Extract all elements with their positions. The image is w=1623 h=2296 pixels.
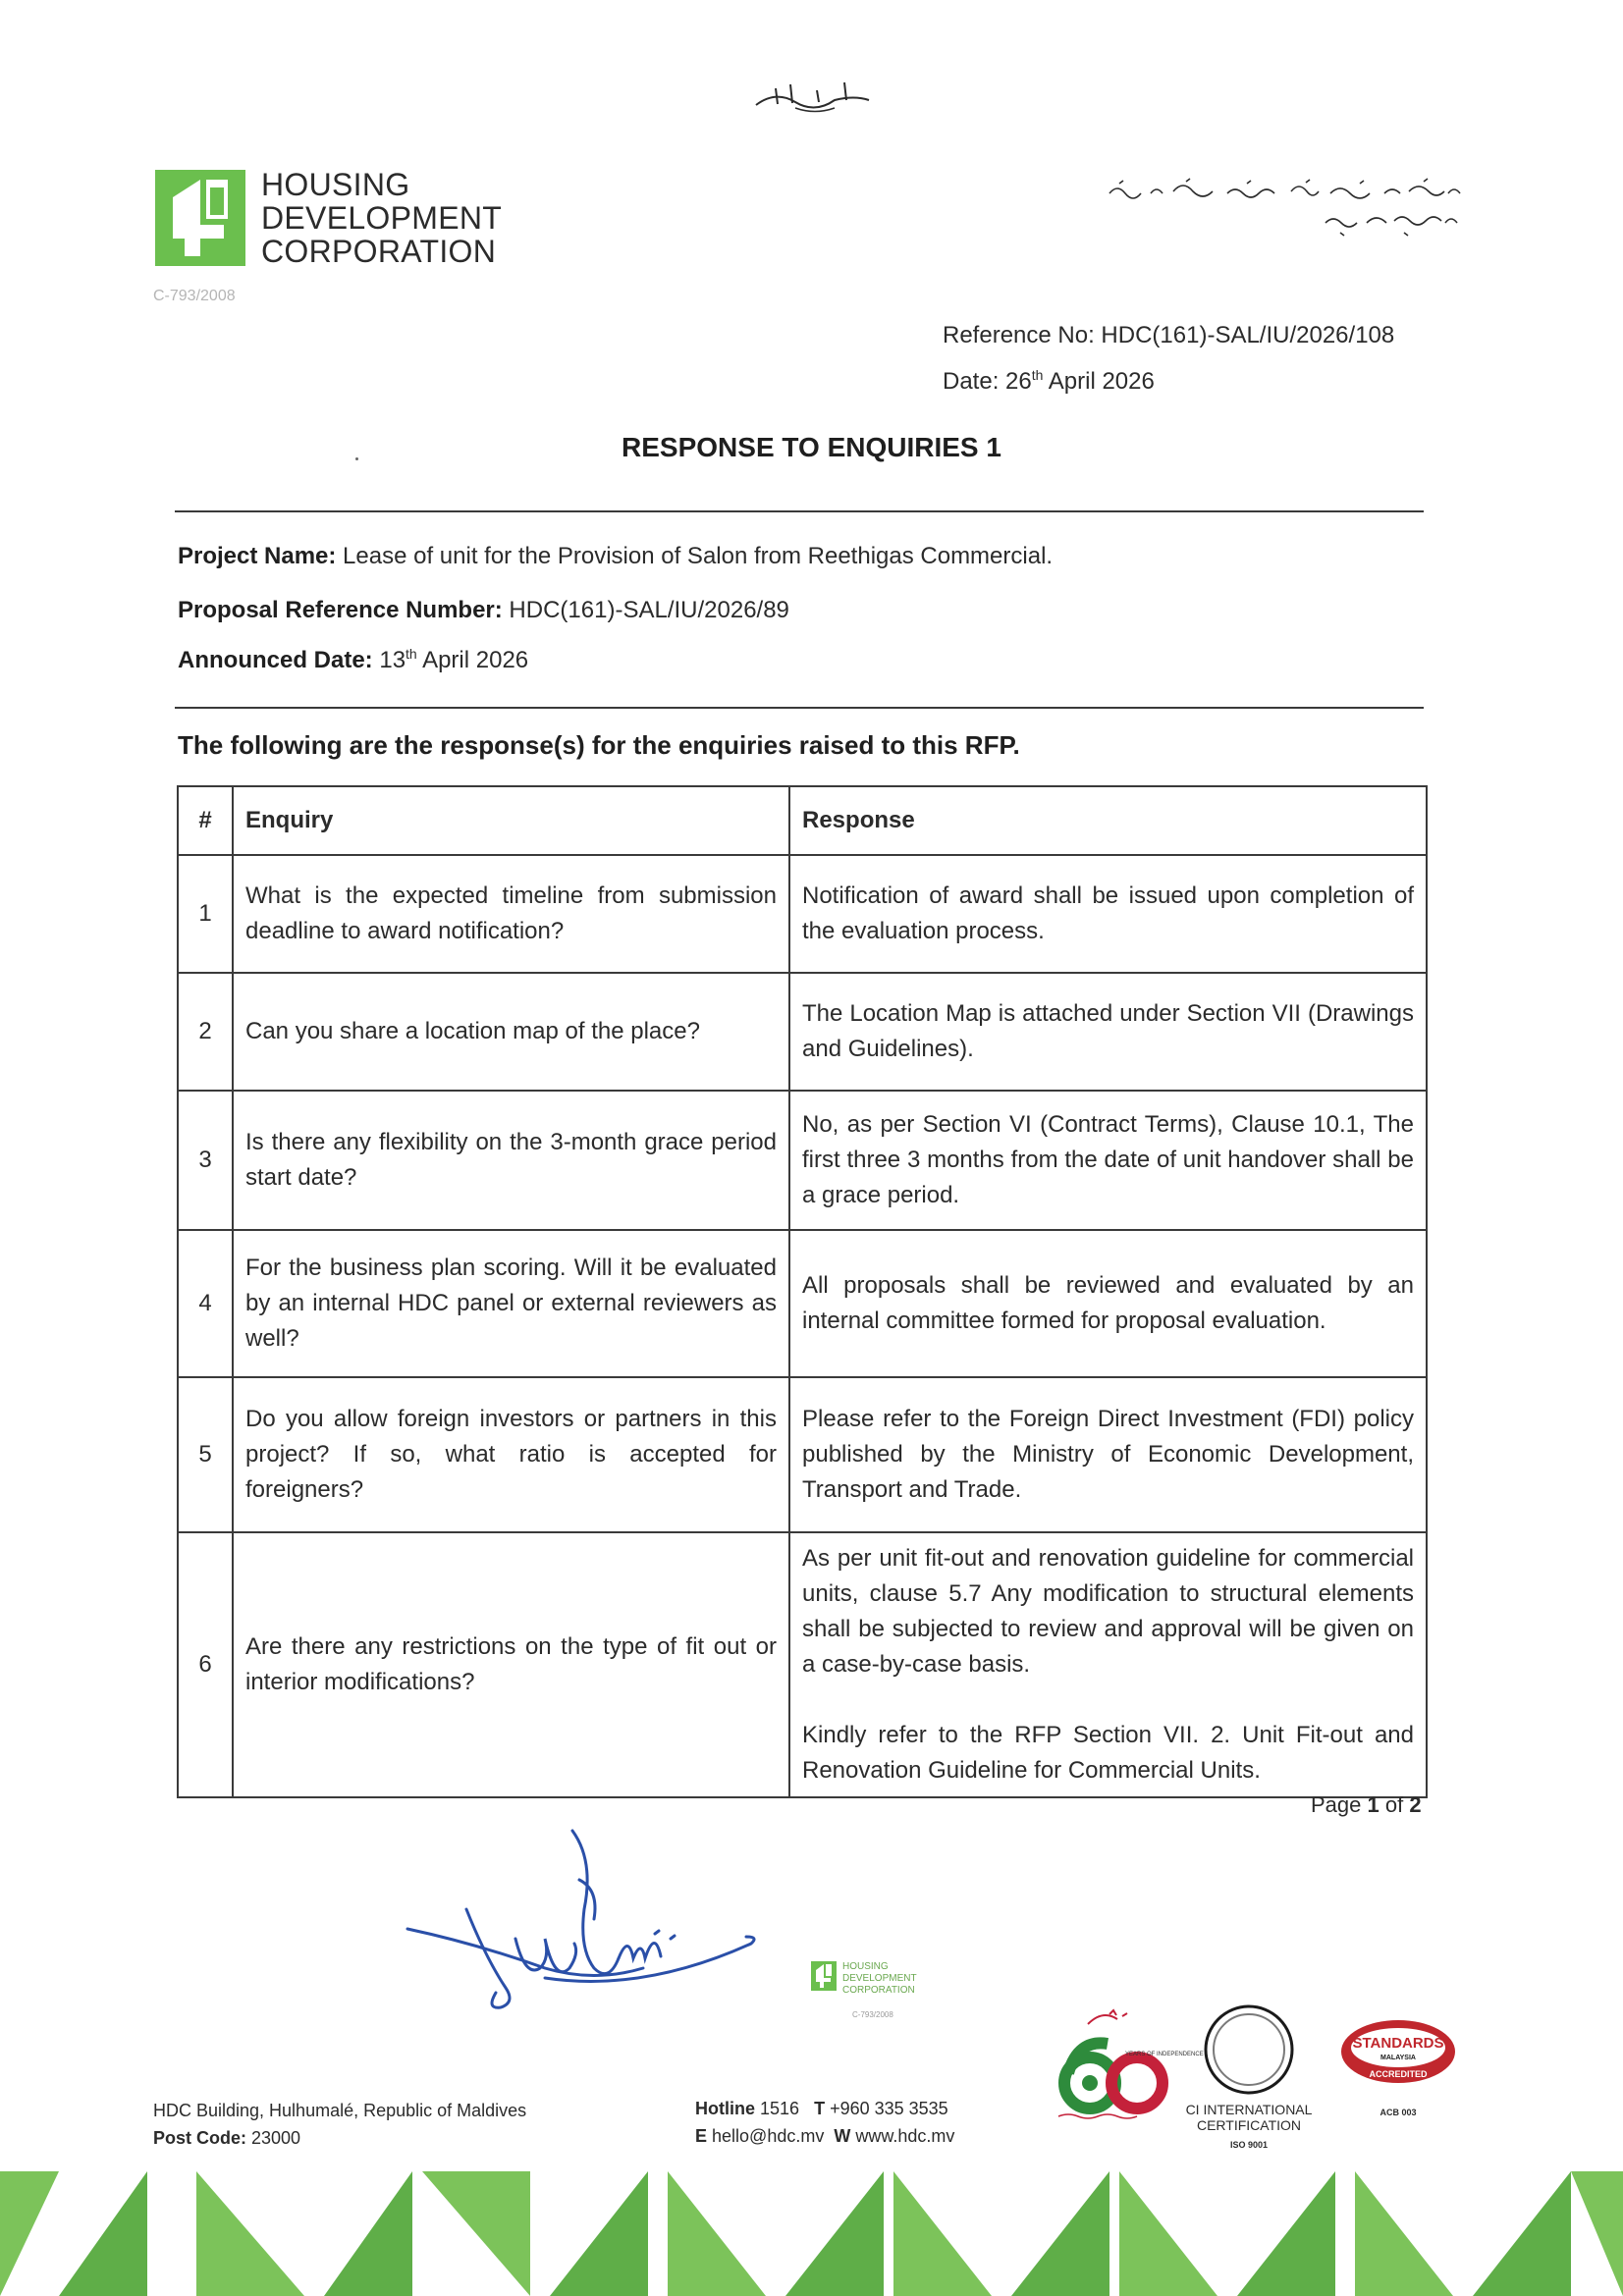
small-logo-line-2: DEVELOPMENT bbox=[842, 1973, 917, 1984]
postcode-label: Post Code: bbox=[153, 2128, 252, 2148]
divider-bottom bbox=[175, 707, 1424, 709]
acb-number: ACB 003 bbox=[1380, 2108, 1417, 2117]
hdc-logo-icon bbox=[155, 170, 245, 266]
intro-text: The following are the response(s) for the enquiries raised to this RFP. bbox=[178, 730, 1020, 760]
handwritten-signature bbox=[398, 1821, 771, 2027]
standards-malaysia-emblem bbox=[1329, 2014, 1467, 2103]
reference-label: Reference No: bbox=[943, 322, 1102, 348]
enquiry-cell: For the business plan scoring. Will it be evaluated by an internal HDC panel or external reviewers as well? bbox=[233, 1230, 789, 1377]
footer-contact-block bbox=[695, 2095, 954, 2150]
enquiry-table bbox=[177, 785, 1428, 1798]
response-cell: Please refer to the Foreign Direct Investment (FDI) policy published by the Ministry of Economic Development, Transport and Trade. bbox=[789, 1377, 1427, 1532]
enquiry-cell: Do you allow foreign investors or partners in this project? If so, what ratio is accepted for foreigners? bbox=[233, 1377, 789, 1532]
basmala-calligraphy bbox=[736, 71, 884, 120]
reference-block bbox=[943, 316, 1394, 401]
proposal-reference-line bbox=[178, 597, 789, 624]
page-middle: of bbox=[1379, 1792, 1410, 1817]
ci-certification-logo bbox=[1180, 2002, 1318, 2150]
email-label: E bbox=[695, 2126, 708, 2146]
sixty-years-independence-badge bbox=[1049, 2004, 1204, 2120]
logo-line-1: HOUSING bbox=[261, 167, 410, 202]
table-row bbox=[178, 1091, 1427, 1230]
page-total: 2 bbox=[1409, 1792, 1422, 1817]
page-number bbox=[1311, 1792, 1422, 1818]
reference-number-line bbox=[943, 316, 1394, 355]
small-logo-line-3: CORPORATION bbox=[842, 1985, 915, 1996]
page-current: 1 bbox=[1367, 1792, 1380, 1817]
project-name: Lease of unit for the Provision of Salon from Reethigas Commercial. bbox=[336, 543, 1054, 569]
table-header-row bbox=[178, 786, 1427, 855]
standards-text: STANDARDS bbox=[1352, 2035, 1444, 2052]
response-cell: The Location Map is attached under Section VII (Drawings and Guidelines). bbox=[789, 973, 1427, 1091]
header-number: # bbox=[178, 786, 233, 855]
row-number: 1 bbox=[178, 855, 233, 973]
footer-postcode-line bbox=[153, 2124, 526, 2152]
small-logo-line-1: HOUSING bbox=[842, 1961, 889, 1972]
header-enquiry: Enquiry bbox=[233, 786, 789, 855]
table-row bbox=[178, 855, 1427, 973]
hdc-small-logo bbox=[811, 1961, 917, 1997]
date-label: Date: bbox=[943, 368, 1006, 395]
hotline: 1516 bbox=[755, 2099, 800, 2118]
hotline-label: Hotline bbox=[695, 2099, 755, 2118]
date-line bbox=[943, 355, 1394, 401]
dhivehi-header-text bbox=[1100, 172, 1473, 240]
table-row bbox=[178, 1377, 1427, 1532]
project-name-label: Project Name: bbox=[178, 543, 337, 569]
announced-date-label: Announced Date: bbox=[178, 647, 373, 673]
logo-line-2: DEVELOPMENT bbox=[261, 200, 503, 236]
row-number: 3 bbox=[178, 1091, 233, 1230]
response-paragraph: As per unit fit-out and renovation guideline for commercial units, clause 5.7 Any modification to structural elements shall be subjected to review and approval will be given on a case-by-case basis. bbox=[802, 1545, 1414, 1678]
announced-rest: April 2026 bbox=[416, 647, 529, 673]
response-paragraph-extra: Kindly refer to the RFP Section VII. 2. Unit Fit-out and Renovation Guideline for Commercial Units. bbox=[802, 1722, 1414, 1784]
footer-phone-line bbox=[695, 2095, 954, 2122]
hdc-small-logo-text bbox=[842, 1961, 917, 1997]
ci-iso: ISO 9001 bbox=[1229, 2140, 1269, 2150]
tel: +960 335 3535 bbox=[825, 2099, 948, 2118]
response-cell bbox=[789, 1532, 1427, 1797]
ci-ring-icon bbox=[1180, 2002, 1318, 2097]
enquiry-cell: Can you share a location map of the place? bbox=[233, 973, 789, 1091]
table-row bbox=[178, 973, 1427, 1091]
footer-address-block bbox=[153, 2097, 526, 2152]
response-cell: No, as per Section VI (Contract Terms), Clause 10.1, The first three 3 months from the date of unit handover shall be a grace period. bbox=[789, 1091, 1427, 1230]
row-number: 2 bbox=[178, 973, 233, 1091]
page-prefix: Page bbox=[1311, 1792, 1368, 1817]
postcode: 23000 bbox=[251, 2128, 301, 2148]
hdc-small-logo-icon bbox=[811, 1961, 837, 1991]
divider-top bbox=[175, 510, 1424, 512]
ci-line-2: CERTIFICATION bbox=[1196, 2117, 1302, 2133]
response-cell: All proposals shall be reviewed and evaluated by an internal committee formed for proposal evaluation. bbox=[789, 1230, 1427, 1377]
header-response: Response bbox=[789, 786, 1427, 855]
footer-web-line bbox=[695, 2122, 954, 2150]
website[interactable]: www.hdc.mv bbox=[850, 2126, 955, 2146]
announced-suffix: th bbox=[406, 646, 417, 662]
hdc-logo-text bbox=[261, 168, 502, 268]
proposal-reference-label: Proposal Reference Number: bbox=[178, 597, 503, 623]
ci-certification-text bbox=[1180, 2102, 1318, 2153]
announced-date-line bbox=[178, 646, 528, 674]
malaysia-text: MALAYSIA bbox=[1380, 2055, 1416, 2061]
response-cell: Notification of award shall be issued upon completion of the evaluation process. bbox=[789, 855, 1427, 973]
email[interactable]: hello@hdc.mv bbox=[707, 2126, 825, 2146]
tel-label: T bbox=[814, 2099, 826, 2118]
ci-line-1: CI INTERNATIONAL bbox=[1185, 2102, 1313, 2117]
standards-malaysia-logo bbox=[1329, 2014, 1467, 2132]
table-row bbox=[178, 1532, 1427, 1797]
reference-number: HDC(161)-SAL/IU/2026/108 bbox=[1101, 322, 1395, 348]
enquiry-cell: Are there any restrictions on the type of fit out or interior modifications? bbox=[233, 1532, 789, 1797]
row-number: 4 bbox=[178, 1230, 233, 1377]
proposal-reference: HDC(161)-SAL/IU/2026/89 bbox=[502, 597, 789, 623]
project-name-line bbox=[178, 543, 1053, 570]
small-registration-number: C-793/2008 bbox=[852, 2010, 893, 2019]
accredited-text: ACCREDITED bbox=[1369, 2069, 1428, 2079]
enquiry-cell: Is there any flexibility on the 3-month grace period start date? bbox=[233, 1091, 789, 1230]
announced-day: 13 bbox=[372, 647, 406, 673]
registration-number: C-793/2008 bbox=[153, 288, 236, 304]
date-rest: April 2026 bbox=[1043, 368, 1155, 395]
date-day: 26 bbox=[1005, 368, 1032, 395]
badge-caption: YEARS OF INDEPENDENCE bbox=[1125, 2052, 1204, 2057]
row-number: 6 bbox=[178, 1532, 233, 1797]
row-number: 5 bbox=[178, 1377, 233, 1532]
stray-dot bbox=[355, 457, 358, 460]
date-suffix: th bbox=[1031, 367, 1044, 383]
document-title: RESPONSE TO ENQUIRIES 1 bbox=[622, 432, 1001, 462]
logo-line-3: CORPORATION bbox=[261, 234, 497, 269]
web-label: W bbox=[834, 2126, 851, 2146]
footer-address: HDC Building, Hulhumalé, Republic of Maldives bbox=[153, 2101, 527, 2120]
decorative-triangle-band bbox=[0, 2171, 1623, 2296]
table-row bbox=[178, 1230, 1427, 1377]
enquiry-cell: What is the expected timeline from submission deadline to award notification? bbox=[233, 855, 789, 973]
